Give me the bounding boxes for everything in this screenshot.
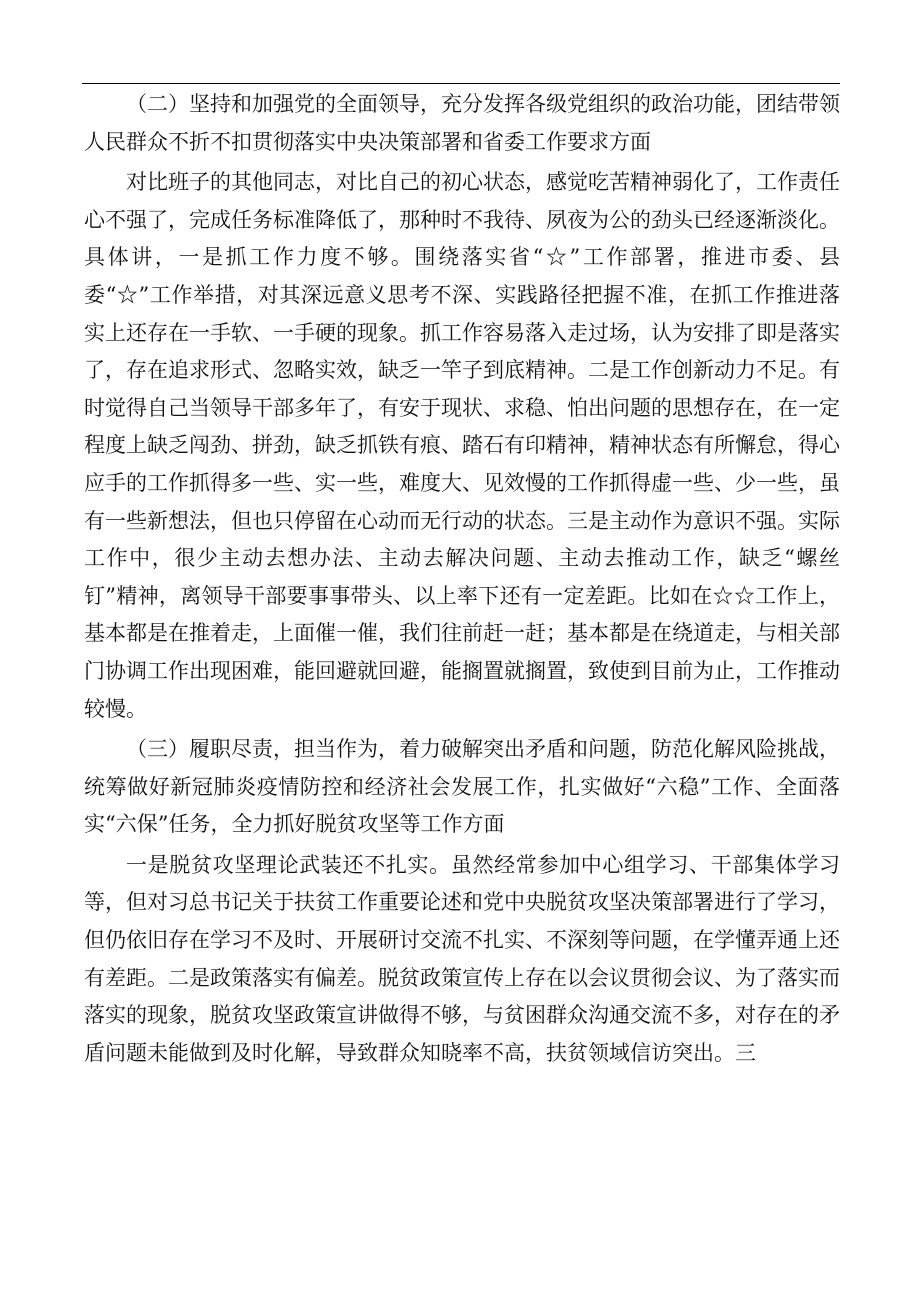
section-heading-2: （二）坚持和加强党的全面领导，充分发挥各级党组织的政治功能，团结带领人民群众不折不扣贯彻落实中央决策部署和省委工作要求方面	[84, 92, 840, 154]
header-rule	[82, 83, 840, 84]
body-paragraph: 一是脱贫攻坚理论武装还不扎实。虽然经常参加中心组学习、干部集体学习等，但对习总书记关于扶贫工作重要论述和党中央脱贫攻坚决策部署进行了学习，但仍依旧存在学习不及时、开展研讨交流不扎实、不深刻等问题，在学懂弄通上还有差距。二是政策落实有偏差。脱贫政策宣传上存在以会议贯彻会议、为了落实而落实的现象，脱贫攻坚政策宣讲做得不够，与贫困群众沟通交流不多，对存在的矛盾问题未能做到及时化解，导致群众知晓率不高，扶贫领域信访突出。三	[84, 852, 840, 1065]
body-paragraph: 对比班子的其他同志，对比自己的初心状态，感觉吃苦精神弱化了，工作责任心不强了，完成任务标准降低了，那种时不我待、夙夜为公的劲头已经逐渐淡化。具体讲，一是抓工作力度不够。围绕落实省“☆”工作部署，推进市委、县委“☆”工作举措，对其深远意义思考不深、实践路径把握不准，在抓工作推进落实上还存在一手软、一手硬的现象。抓工作容易落入走过场，认为安排了即是落实了，存在追求形式、忽略实效，缺乏一竿子到底精神。二是工作创新动力不足。有时觉得自己当领导干部多年了，有安于现状、求稳、怕出问题的思想存在，在一定程度上缺乏闯劲、拼劲，缺乏抓铁有痕、踏石有印精神，精神状态有所懈怠，得心应手的工作抓得多一些、实一些，难度大、见效慢的工作抓得虚一些、少一些，虽有一些新想法，但也只停留在心动而无行动的状态。三是主动作为意识不强。实际工作中，很少主动去想办法、主动去解决问题、主动去推动工作，缺乏“螺丝钉”精神，离领导干部要事事带头、以上率下还有一定差距。比如在☆☆工作上，基本都是在推着走，上面催一催，我们往前赶一赶；基本都是在绕道走，与相关部门协调工作出现困难，能回避就回避，能搁置就搁置，致使到目前为止，工作推动较慢。	[84, 170, 840, 721]
document-body	[84, 86, 840, 1075]
section-heading-3: （三）履职尽责，担当作为，着力破解突出矛盾和问题，防范化解风险挑战，统筹做好新冠肺炎疫情防控和经济社会发展工作，扎实做好“六稳”工作、全面落实“六保”任务，全力抓好脱贫攻坚等工作方面	[84, 737, 840, 837]
